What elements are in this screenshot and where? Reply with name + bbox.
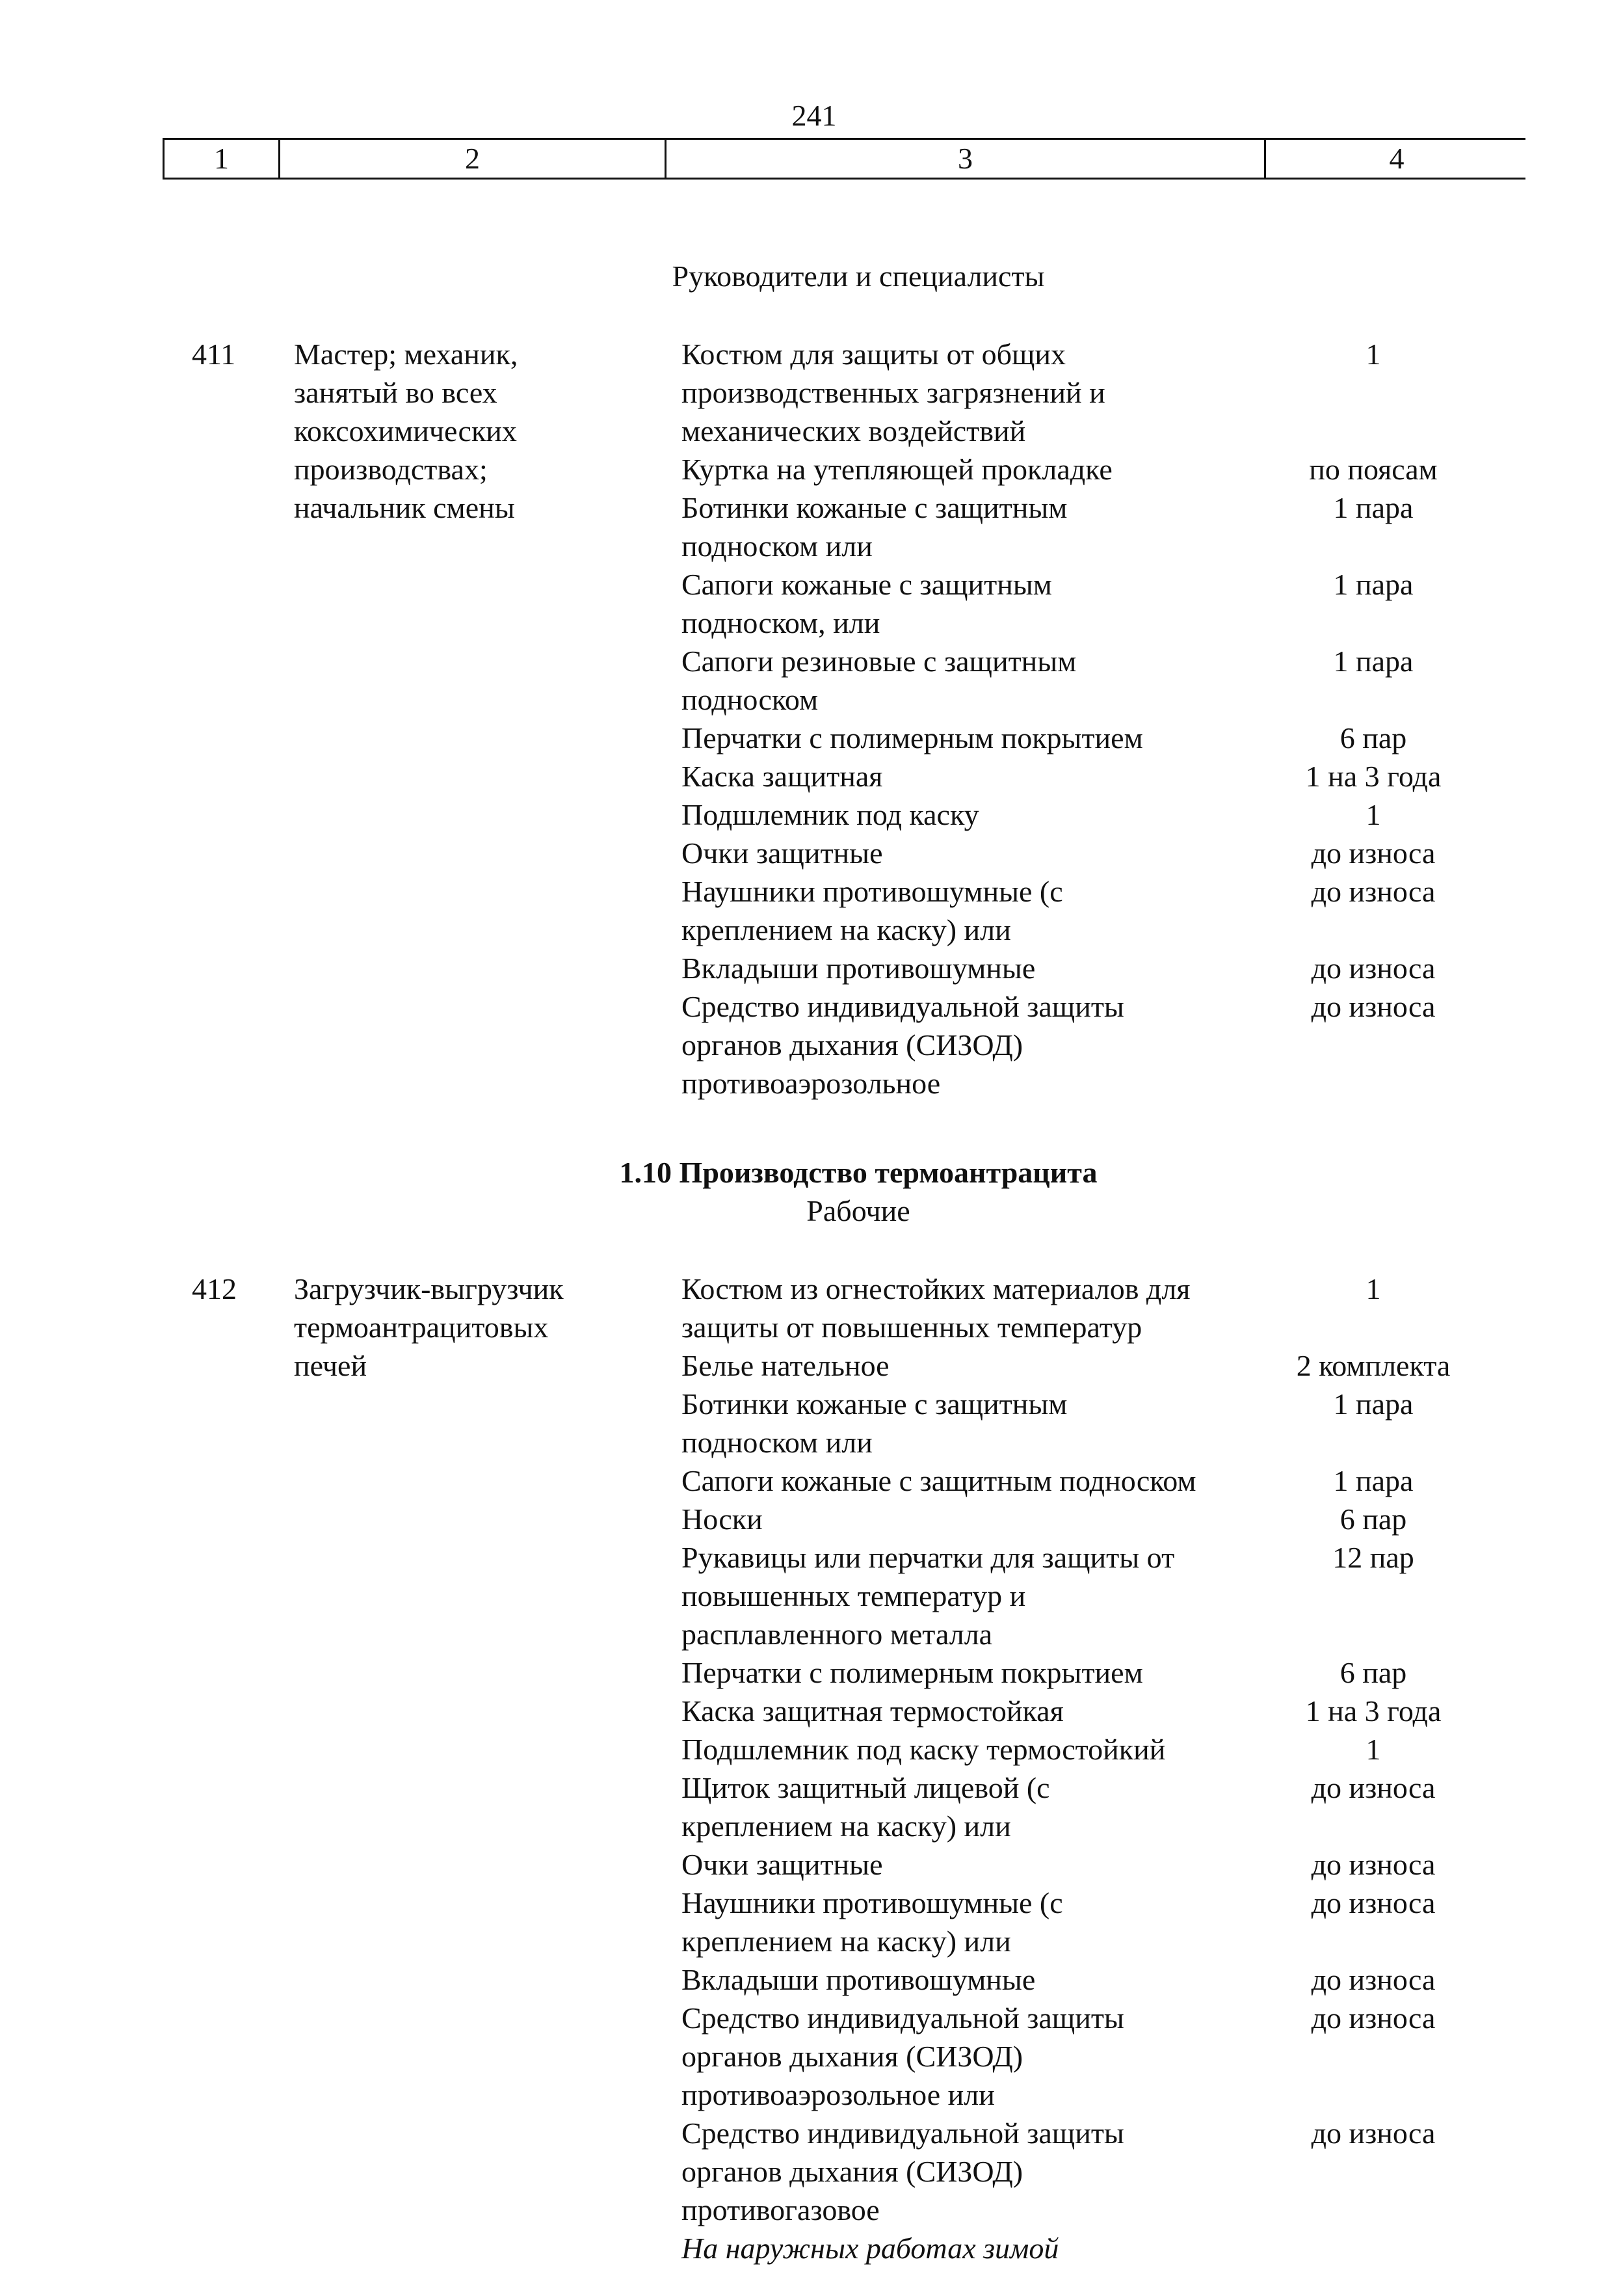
item-norm: 1	[1366, 338, 1381, 371]
item-norm: до износа	[1311, 1771, 1436, 1804]
item-norm: 1	[1366, 798, 1381, 831]
profession-line: Мастер; механик,	[294, 338, 518, 371]
item-row	[681, 2114, 1533, 2229]
item-norm: 1 на 3 года	[1305, 1694, 1442, 1728]
item-row	[681, 1385, 1533, 1462]
item-row	[681, 1960, 1533, 1999]
item-row	[681, 1346, 1533, 1385]
item-norm: 1 пара	[1333, 1387, 1414, 1421]
item-row	[681, 1884, 1533, 1960]
item-name: Вкладыши противошумные	[681, 952, 1036, 985]
item-row	[681, 949, 1533, 987]
profession-line: Загрузчик-выгрузчик	[294, 1272, 564, 1305]
row-number-411: 411	[192, 338, 236, 371]
item-norm: 1	[1366, 1272, 1381, 1305]
item-row	[681, 1500, 1533, 1538]
page-number: 241	[791, 99, 837, 132]
item-norm: 1 на 3 года	[1305, 760, 1442, 793]
item-row	[681, 1692, 1533, 1730]
item-norm: 1 пара	[1333, 568, 1414, 601]
group-heading-managers: Руководители и специалисты	[672, 260, 1045, 293]
item-norm: 1 пара	[1333, 1464, 1414, 1497]
item-name: Ботинки кожаные с защитным подноском или	[681, 1387, 1068, 1459]
item-row	[681, 987, 1533, 1102]
profession-line: термоантрацитовых	[294, 1311, 549, 1344]
item-norm: до износа	[1311, 952, 1436, 985]
item-row	[681, 1653, 1533, 1692]
item-name: Средство индивидуальной защиты органов дыхания (СИЗОД) противоаэрозольное или	[681, 2001, 1124, 2111]
item-norm: 12 пар	[1332, 1541, 1414, 1574]
profession-line: печей	[294, 1349, 367, 1382]
item-name: Перчатки с полимерным покрытием	[681, 721, 1143, 754]
items-411	[681, 335, 1533, 1102]
item-row	[681, 795, 1533, 834]
profession-line: начальник смены	[294, 491, 515, 524]
column-header-3: 3	[666, 140, 1266, 178]
section-heading-1-10: 1.10 Производство термоантрацита	[619, 1156, 1098, 1189]
profession-line: занятый во всех	[294, 376, 497, 409]
item-norm: 6 пар	[1339, 1656, 1407, 1689]
item-norm: 1 пара	[1333, 491, 1414, 524]
item-name: Носки	[681, 1502, 763, 1536]
column-header-row	[163, 138, 1525, 180]
item-norm: до износа	[1311, 1848, 1436, 1881]
item-row	[681, 565, 1533, 642]
profession-line: производствах;	[294, 453, 488, 486]
item-row	[681, 1462, 1533, 1500]
column-header-2: 2	[280, 140, 666, 178]
item-row	[681, 757, 1533, 795]
item-row	[681, 1730, 1533, 1769]
item-name: Каска защитная	[681, 760, 883, 793]
item-row	[681, 719, 1533, 757]
item-norm: до износа	[1311, 2116, 1436, 2150]
profession-line: коксохимических	[294, 414, 517, 447]
item-row	[681, 872, 1533, 949]
item-row	[681, 642, 1533, 719]
item-name: Очки защитные	[681, 836, 883, 870]
item-norm: 6 пар	[1339, 721, 1407, 754]
item-name: Сапоги резиновые с защитным подноском	[681, 645, 1077, 716]
row-number-412: 412	[192, 1272, 237, 1305]
item-name: Средство индивидуальной защиты органов дыхания (СИЗОД) противоаэрозольное	[681, 990, 1124, 1100]
item-norm: 6 пар	[1339, 1502, 1407, 1536]
item-name: Ботинки кожаные с защитным подноском или	[681, 491, 1068, 563]
item-name: Костюм для защиты от общих производственных загрязнений и механических воздействий	[681, 338, 1105, 447]
item-name: Щиток защитный лицевой (с креплением на каску) или	[681, 1771, 1050, 1843]
item-name: Рукавицы или перчатки для защиты от повышенных температур и расплавленного металла	[681, 1541, 1175, 1651]
item-name: Наушники противошумные (с креплением на каску) или	[681, 1886, 1063, 1958]
item-norm: до износа	[1311, 990, 1436, 1023]
item-norm: 1	[1366, 1733, 1381, 1766]
profession-412	[294, 1270, 658, 1385]
item-norm: до износа	[1311, 1886, 1436, 1919]
item-name: Наушники противошумные (с креплением на каску) или	[681, 875, 1063, 946]
item-name: Белье нательное	[681, 1349, 890, 1382]
item-name: Каска защитная термостойкая	[681, 1694, 1064, 1728]
item-norm: 1 пара	[1333, 645, 1414, 678]
item-norm: до износа	[1311, 875, 1436, 908]
item-name: Подшлемник под каску	[681, 798, 979, 831]
item-name: Вкладыши противошумные	[681, 1963, 1036, 1996]
item-row	[681, 488, 1533, 565]
item-name: Сапоги кожаные с защитным подноском	[681, 1464, 1196, 1497]
item-norm: до износа	[1311, 1963, 1436, 1996]
item-name: Сапоги кожаные с защитным подноском, или	[681, 568, 1052, 639]
item-row-winter-note	[681, 2229, 1533, 2267]
column-header-1: 1	[165, 140, 280, 178]
item-name: Куртка на утепляющей прокладке	[681, 453, 1113, 486]
item-row	[681, 1270, 1533, 1346]
item-norm: до износа	[1311, 836, 1436, 870]
item-row	[681, 335, 1533, 450]
item-name: Средство индивидуальной защиты органов дыхания (СИЗОД) противогазовое	[681, 2116, 1124, 2226]
section-subheading-workers: Рабочие	[806, 1194, 910, 1227]
item-row	[681, 1845, 1533, 1884]
column-header-4: 4	[1389, 142, 1405, 175]
item-name: Очки защитные	[681, 1848, 883, 1881]
item-row	[681, 1999, 1533, 2114]
item-norm: до износа	[1311, 2001, 1436, 2035]
profession-411	[294, 335, 658, 527]
item-name: Перчатки с полимерным покрытием	[681, 1656, 1143, 1689]
item-row	[681, 834, 1533, 872]
item-name: Костюм из огнестойких материалов для защиты от повышенных температур	[681, 1272, 1191, 1344]
item-norm: 2 комплекта	[1296, 1349, 1451, 1382]
item-row	[681, 450, 1533, 488]
item-row	[681, 1769, 1533, 1845]
item-norm: по поясам	[1309, 453, 1438, 486]
item-name: Подшлемник под каску термостойкий	[681, 1733, 1166, 1766]
item-row	[681, 1538, 1533, 1653]
winter-note: На наружных работах зимой	[681, 2232, 1059, 2265]
items-412	[681, 1270, 1533, 2267]
